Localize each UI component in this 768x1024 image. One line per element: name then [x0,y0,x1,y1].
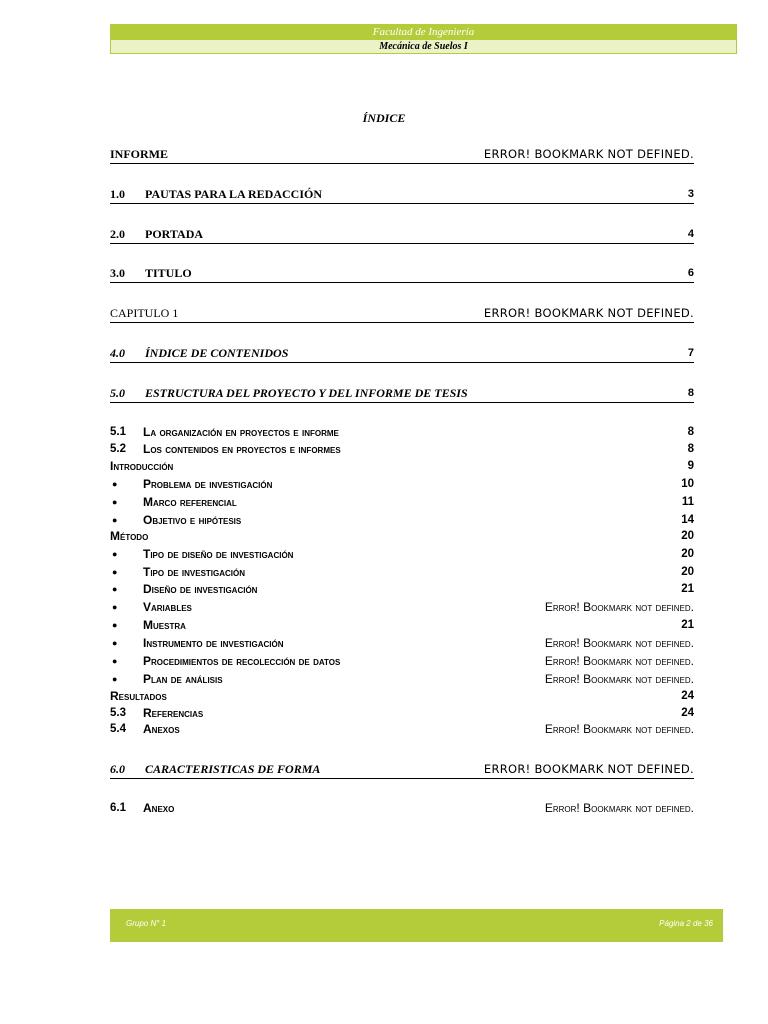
toc-subentry-introduccion[interactable] [110,459,694,473]
toc-entry-label: PORTADA [145,227,204,241]
toc-subentry-problema[interactable] [110,477,694,491]
bullet-icon: ● [112,567,118,577]
toc-subentry-plan[interactable] [110,672,694,686]
toc-subentry-label: Plan de análisis [143,672,223,686]
toc-subentry-label: Problema de investigación [143,477,273,491]
toc-entry-label: ÍNDICE DE CONTENIDOS [145,346,289,360]
bullet-icon: ● [112,620,118,630]
toc-subentry-label: Resultados [110,689,167,703]
toc-entry-label: INFORME [110,147,168,161]
toc-subentry-label: La organización en proyectos e informe [143,425,339,439]
toc-entry-number: 2.0 [110,227,125,241]
toc-subentry-page: 10 [681,478,694,490]
toc-subentry-label: Anexos [143,722,180,736]
toc-subentry-5-2[interactable] [110,442,694,456]
toc-entry-number: 6.0 [110,762,125,776]
toc-subentry-label: Anexo [143,801,175,815]
toc-subentry-page: 20 [681,566,694,578]
toc-subentry-page: 21 [681,619,694,631]
toc-entry-page: 7 [687,347,694,359]
toc-entry-label: ESTRUCTURA DEL PROYECTO Y DEL INFORME DE TESIS [145,386,468,400]
toc-subentry-label: Introducción [110,459,174,473]
toc-entry-page: 3 [687,188,694,200]
toc-subentry-label: Objetivo e hipótesis [143,513,242,527]
toc-entry-4-0[interactable] [110,346,694,363]
toc-subentry-page: 8 [687,443,694,455]
bullet-icon: ● [112,479,118,489]
toc-subentry-procedimientos[interactable] [110,654,694,668]
toc-subentry-page: 14 [681,514,694,526]
toc-subentry-metodo[interactable] [110,529,694,543]
toc-subentry-muestra[interactable] [110,618,694,632]
toc-entry-page: ERROR! BOOKMARK NOT DEFINED. [483,306,694,320]
toc-subentry-label: Marco referencial [143,495,237,509]
footer-page-number: Página 2 de 36 [659,919,713,928]
toc-subentry-label: Referencias [143,706,204,720]
toc-subentry-label: Método [110,529,149,543]
toc-subentry-number: 5.1 [110,426,126,438]
toc-subentry-page: Error! Bookmark not defined. [544,672,694,686]
toc-entry-label: TITULO [145,266,192,280]
toc-subentry-tipo-investigacion[interactable] [110,565,694,579]
toc-subentry-page: 8 [687,426,694,438]
toc-entry-label: CARACTERISTICAS DE FORMA [145,762,321,776]
toc-entry-capitulo-1[interactable] [110,306,694,323]
toc-subentry-5-3[interactable] [110,706,694,720]
toc-entry-informe[interactable] [110,147,694,164]
bullet-icon: ● [112,549,118,559]
toc-entry-2-0[interactable] [110,227,694,244]
bullet-icon: ● [112,656,118,666]
toc-subentry-label: Instrumento de investigación [143,636,284,650]
toc-subentry-instrumento[interactable] [110,636,694,650]
toc-entry-number: 1.0 [110,187,125,201]
toc-subentry-page: 20 [681,548,694,560]
toc-subentry-number: 5.3 [110,707,126,719]
toc-subentry-page: 20 [681,530,694,542]
toc-subentry-label: Muestra [143,618,186,632]
toc-subentry-page: 24 [681,690,694,702]
page-footer [110,909,723,942]
toc-subentry-label: Tipo de investigación [143,565,246,579]
toc-subentry-objetivo[interactable] [110,513,694,527]
bullet-icon: ● [112,602,118,612]
toc-subentry-page: 9 [687,460,694,472]
toc-subentry-5-1[interactable] [110,425,694,439]
toc-entry-page: ERROR! BOOKMARK NOT DEFINED. [483,147,694,161]
toc-subentry-page: Error! Bookmark not defined. [544,636,694,650]
toc-subentry-page: Error! Bookmark not defined. [544,722,694,736]
toc-subentry-label: Los contenidos en proyectos e informes [143,442,341,456]
bullet-icon: ● [112,584,118,594]
toc-subentry-label: Tipo de diseño de investigación [143,547,294,561]
toc-entry-label: PAUTAS PARA LA REDACCIÓN [145,187,323,201]
footer-group: Grupo N° 1 [126,919,167,928]
toc-subentry-label: Procedimientos de recolección de datos [143,654,341,668]
toc-subentry-page: 21 [681,583,694,595]
toc-subentry-number: 5.2 [110,443,126,455]
bullet-icon: ● [112,674,118,684]
header-faculty: Facultad de Ingeniería [110,24,737,39]
toc-subentry-marco[interactable] [110,495,694,509]
bullet-icon: ● [112,515,118,525]
toc-subentry-6-1[interactable] [110,801,694,815]
toc-subentry-tipo-diseno[interactable] [110,547,694,561]
toc-subentry-label: Variables [143,600,192,614]
toc-subentry-variables[interactable] [110,600,694,614]
toc-subentry-label: Diseño de investigación [143,582,258,596]
toc-subentry-page: Error! Bookmark not defined. [544,600,694,614]
toc-entry-number: 4.0 [110,346,125,360]
toc-subentry-5-4[interactable] [110,722,694,736]
toc-entry-5-0[interactable] [110,386,694,403]
toc-entry-page: 6 [687,267,694,279]
toc-entry-6-0[interactable] [110,762,694,779]
toc-entry-number: 5.0 [110,386,125,400]
toc-entry-number: 3.0 [110,266,125,280]
toc-entry-3-0[interactable] [110,266,694,283]
toc-subentry-resultados[interactable] [110,689,694,703]
toc-subentry-page: Error! Bookmark not defined. [544,654,694,668]
toc-entry-page: ERROR! BOOKMARK NOT DEFINED. [483,762,694,776]
bullet-icon: ● [112,497,118,507]
toc-subentry-number: 5.4 [110,723,126,735]
bullet-icon: ● [112,638,118,648]
toc-entry-label: CAPITULO 1 [110,306,179,320]
toc-subentry-number: 6.1 [110,802,126,814]
toc-subentry-diseno[interactable] [110,582,694,596]
page-title: ÍNDICE [362,111,406,125]
toc-subentry-page: Error! Bookmark not defined. [544,801,694,815]
toc-entry-page: 8 [687,387,694,399]
header-course: Mecánica de Suelos I [110,39,737,54]
toc-entry-page: 4 [687,228,694,240]
toc-entry-1-0[interactable] [110,187,694,204]
toc-subentry-page: 24 [681,707,694,719]
toc-subentry-page: 11 [681,496,694,508]
